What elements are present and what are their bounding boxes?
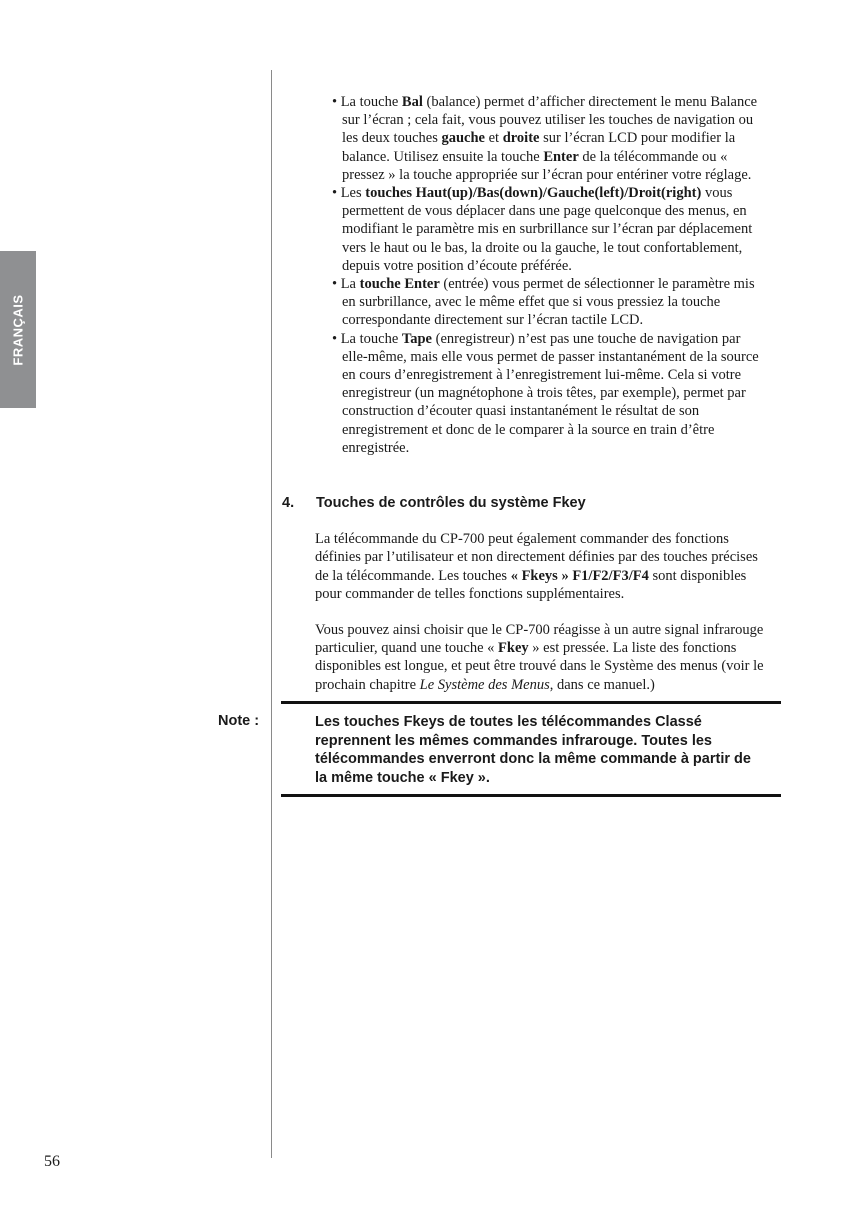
paragraph-text: La télécommande du CP-700 peut également commander des fonctions définies par l’utilisateur et non directement définies par des touches précises de la télécommande. Les touches (315, 531, 758, 584)
bullet-text: vous permettent de vous déplacer dans une page quelconque des menus, en modifiant le paramètre mis en surbrillance sur l’écran par déplacement vers le haut ou le bas, la droite ou la gauche, le tout confortablement, depuis votre position d’écoute préférée. (342, 185, 753, 274)
section-paragraph-1 (315, 530, 770, 603)
bullet-text: de la télécommande ou « pressez » la touche appropriée sur l’écran pour entériner votre réglage. (342, 148, 752, 183)
paragraph-text: sont disponibles pour commander de telles fonctions supplémentaires. (315, 567, 747, 602)
section-body (315, 530, 770, 694)
page-number: 56 (44, 1153, 60, 1170)
section-fkey (282, 494, 782, 712)
bullet-bold: Enter (543, 148, 579, 165)
bullet-bold: touches Haut(up)/Bas(down)/Gauche(left)/Droit(right) (365, 185, 702, 202)
bullet-text: La touche (340, 94, 402, 110)
language-tab (0, 251, 36, 408)
note-top-rule (281, 701, 781, 704)
note-bottom-rule (281, 794, 781, 797)
margin-rule (271, 70, 272, 1158)
bullet-bold: touche Enter (359, 276, 440, 293)
section-paragraph-2 (315, 621, 770, 694)
bullet-text: (enregistreur) n’est pas une touche de navigation par elle-même, mais elle vous permet de passer instantanément de la source en cours d’enregistrement à l’enregistrement lui-même. Cela si votre enregistreur (un magnétophone à trois têtes, par exemple), permet par construction d’écouter quasi instantanément le résultat de son enregistrement et donc de le comparer à la source en train d’être enregistrée. (342, 330, 759, 456)
note-text: Les touches Fkeys de toutes les télécommandes Classé reprennent les mêmes commandes infrarouge. Toutes les télécommandes enverront donc la même commande à partir de la même touche « Fkey ». (315, 714, 751, 786)
bullet-bold: Bal (401, 94, 423, 110)
bullet-bold: Tape (401, 330, 432, 347)
bullet-bold: gauche (441, 130, 485, 147)
paragraph-italic: Le Système des Menus (419, 676, 550, 693)
bullet-text: (balance) permet d’afficher directement le menu Balance sur l’écran ; cela fait, vous pouvez utiliser les touches de navigation ou les deux touches (342, 94, 758, 147)
bullet-text: (entrée) vous permet de sélectionner le paramètre mis en surbrillance, avec le même effet que si vous pressiez la touche correspondante directement sur l’écran tactile LCD. (342, 276, 755, 329)
paragraph-text: » est pressée. La liste des fonctions disponibles est longue, et peut être trouvé dans le Système des menus (voir le prochain chapitre (315, 640, 764, 693)
bullet-text: La (340, 276, 360, 293)
section-number: 4. (282, 495, 295, 511)
bullet-text: sur l’écran LCD pour modifier la balance. Utilisez ensuite la touche (342, 130, 736, 165)
bullet-navigation: • Les touches Haut(up)/Bas(down)/Gauche(left)/Droit(right) vous permettent de vous déplacer dans une page quelconque des menus, en modifiant le paramètre mis en surbrillance sur l’écran par déplacement vers le haut ou le bas, la droite ou la gauche, le tout confortablement, depuis votre position d’écoute préférée. (332, 185, 753, 274)
bullet-text: La touche (340, 330, 402, 347)
bullet-enter: • La touche Enter (entrée) vous permet de sélectionner le paramètre mis en surbrillance, avec le même effet que si vous pressiez la touche correspondante directement sur l’écran tactile LCD. (332, 276, 755, 329)
paragraph-text: , dans ce manuel.) (549, 676, 655, 693)
note-label: Note : (218, 713, 260, 729)
bullet-list (324, 93, 764, 457)
bullet-bold: droite (502, 130, 540, 147)
paragraph-bold: Fkey (498, 640, 529, 657)
paragraph-bold: « Fkeys » F1/F2/F3/F4 (510, 567, 649, 584)
bullet-tape: • La touche Tape (enregistreur) n’est pas une touche de navigation par elle-même, mais elle vous permet de passer instantanément de la source en cours d’enregistrement à l’enregistrement lui-même. Cela si votre enregistreur (un magnétophone à trois têtes, par exemple), permet par construction d’écouter quasi instantanément le résultat de son enregistrement et donc de le comparer à la source en train d’être enregistrée. (332, 330, 759, 456)
bullet-bal: • La touche Bal (balance) permet d’afficher directement le menu Balance sur l’écran ; cela fait, vous pouvez utiliser les touches de navigation ou les deux touches gauche et droite sur l’écran LCD pour modifier la balance. Utilisez ensuite la touche Enter de la télécommande ou « pressez » la touche appropriée sur l’écran pour entériner votre réglage. (332, 94, 758, 183)
section-heading (282, 494, 782, 512)
bullet-text: Les (340, 185, 366, 202)
paragraph-text: Vous pouvez ainsi choisir que le CP-700 réagisse à un autre signal infrarouge particulier, quand une touche « (315, 622, 764, 657)
bullet-text: et (484, 130, 503, 147)
language-tab-label: FRANÇAIS (10, 293, 26, 366)
section-title: Touches de contrôles du système Fkey (316, 495, 586, 511)
